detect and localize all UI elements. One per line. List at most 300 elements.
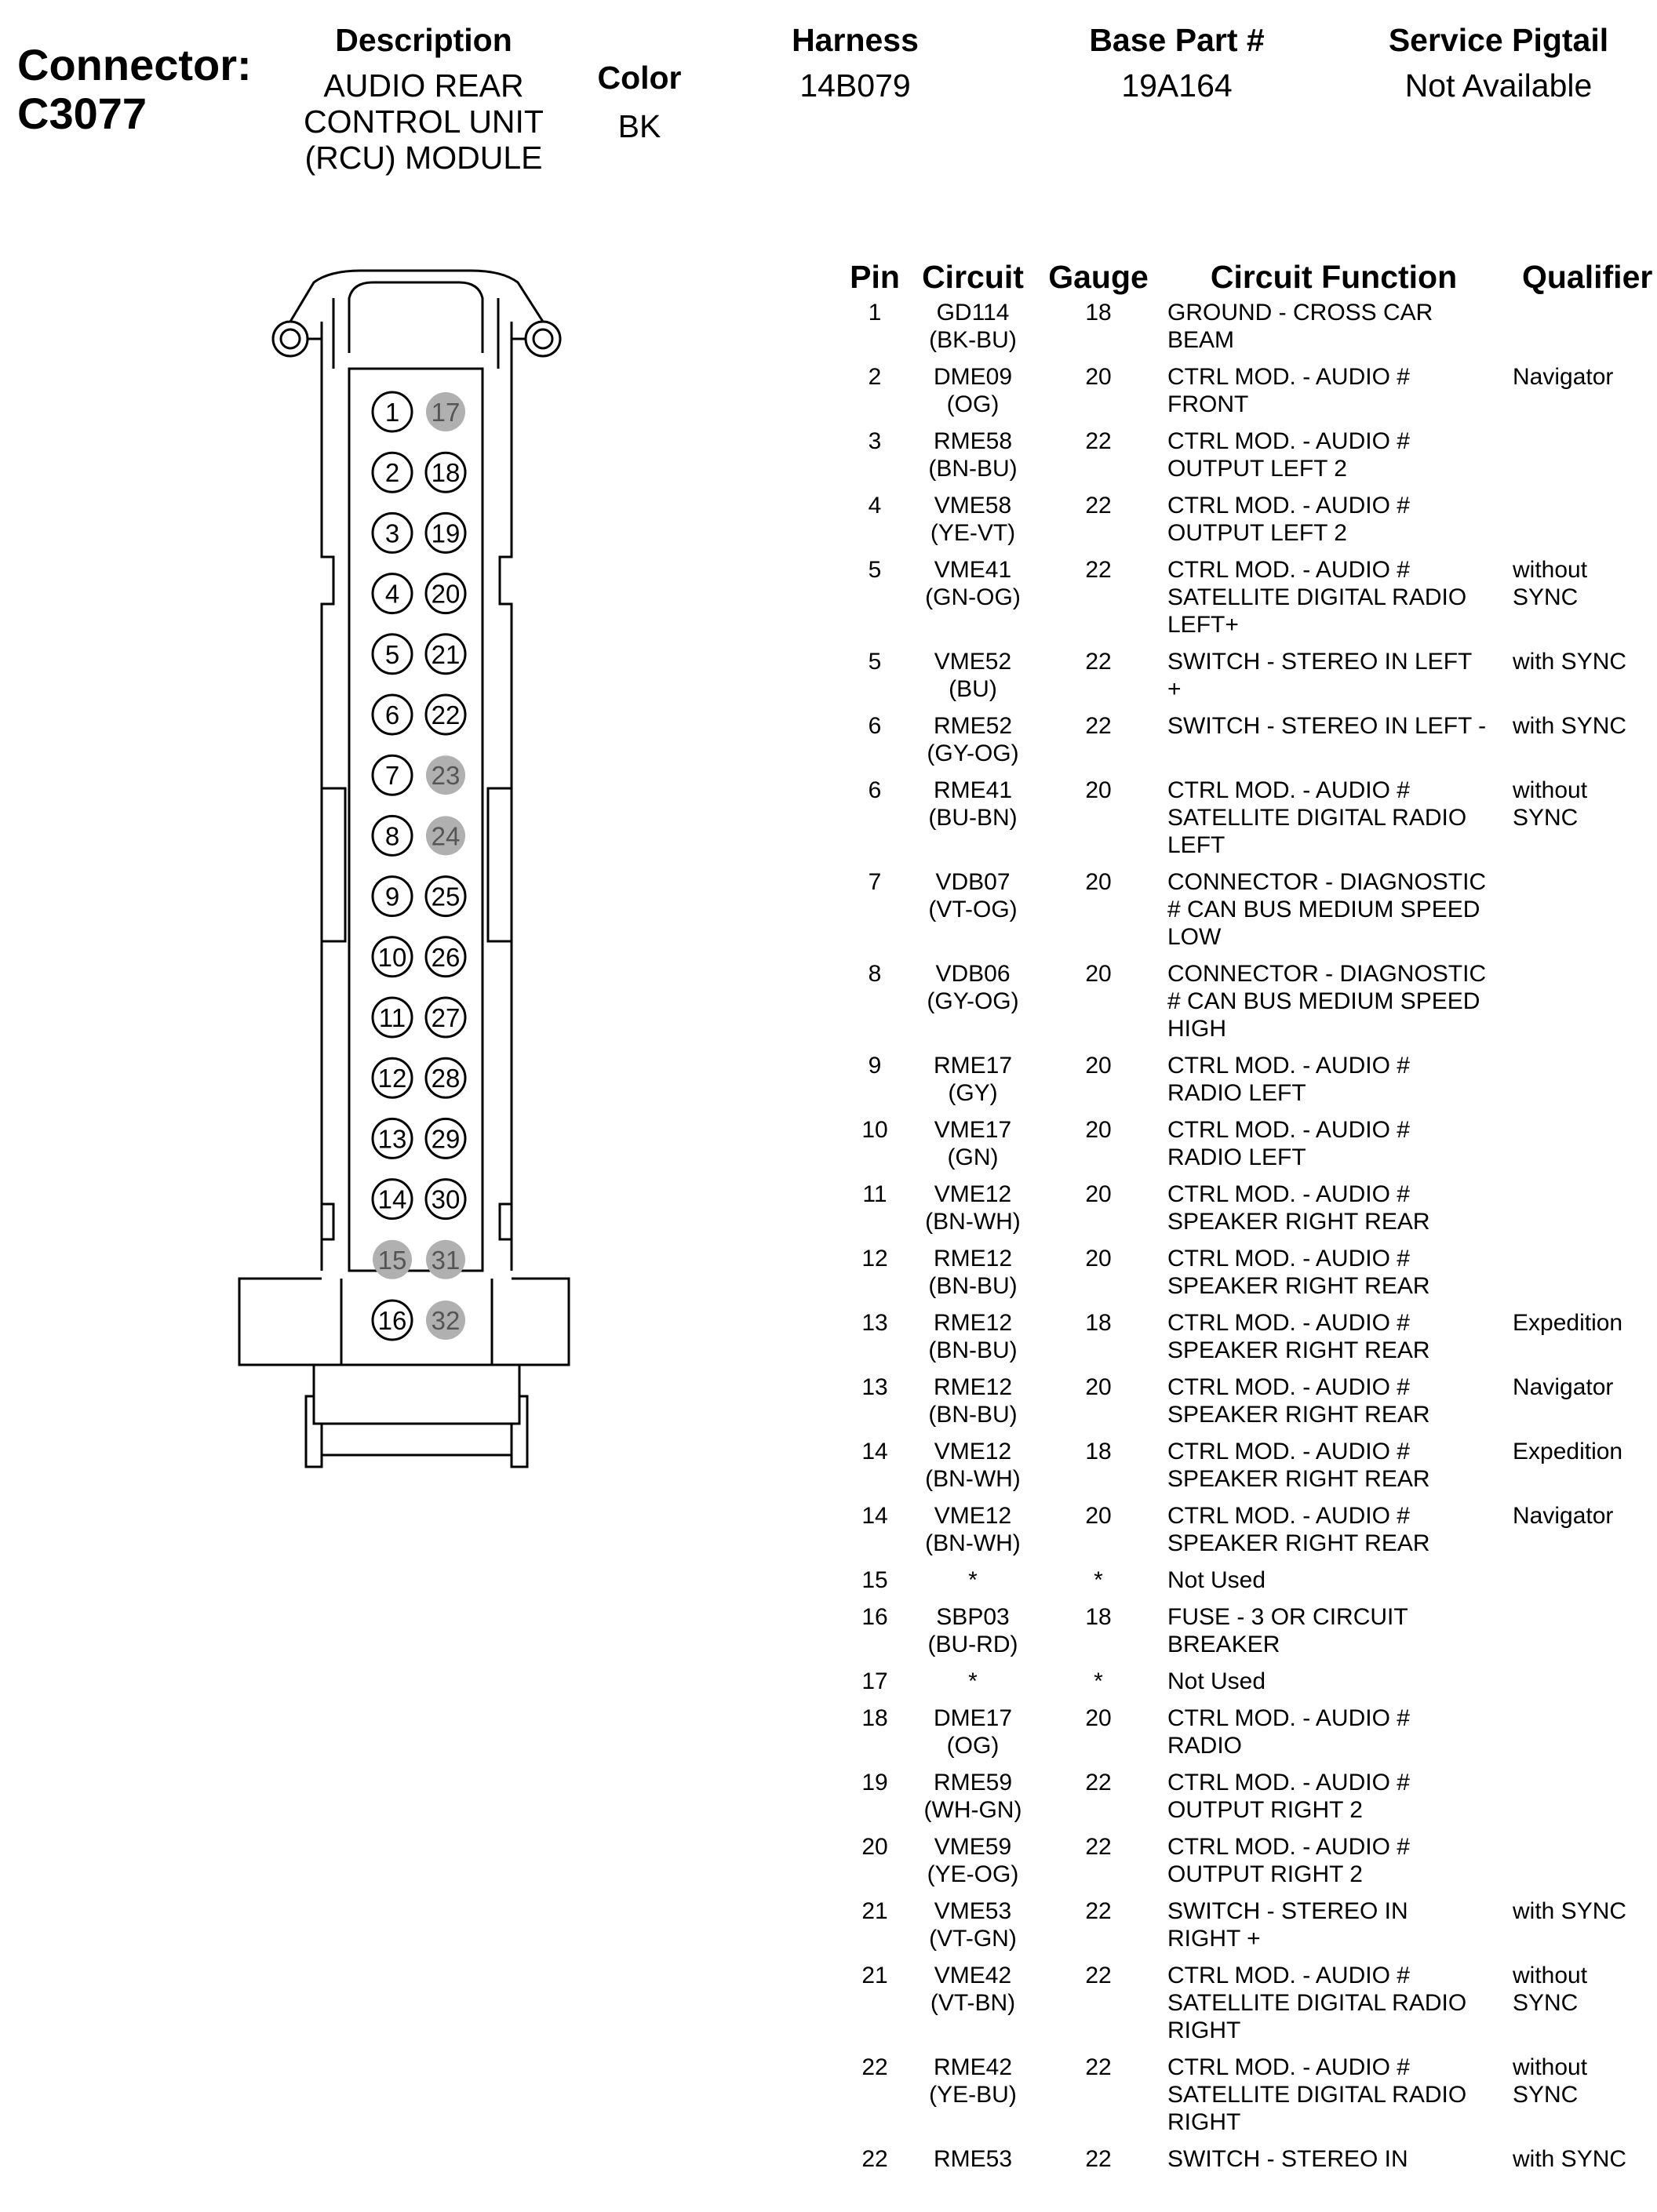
qualifier-cell (1506, 1116, 1652, 1181)
qualifier-cell-line: with SYNC (1513, 713, 1627, 739)
circuit-cell-line: VME12 (934, 1439, 1012, 1464)
function-cell-line: CTRL MOD. - AUDIO # (1167, 1834, 1410, 1860)
circuit-cell-line: VME12 (934, 1503, 1012, 1529)
qualifier-cell (1506, 960, 1652, 1052)
function-cell-line: CTRL MOD. - AUDIO # (1167, 1246, 1410, 1272)
circuit-cell-line: (GY) (948, 1080, 998, 1106)
function-cell-line: SPEAKER RIGHT REAR (1167, 1273, 1430, 1299)
function-cell-line: LOW (1167, 924, 1222, 950)
circuit-cell (910, 427, 1036, 492)
function-cell-line: SWITCH - STEREO IN (1167, 1898, 1408, 1924)
pin-cell (839, 1566, 910, 1603)
gauge-cell-line: 20 (1085, 1374, 1112, 1400)
pin-11 (373, 998, 412, 1037)
function-cell-line: FRONT (1167, 391, 1249, 417)
qualifier-cell (1506, 1897, 1652, 1962)
qualifier-cell (1506, 1245, 1652, 1309)
gauge-cell (1036, 1373, 1161, 1438)
qualifier-cell (1506, 1181, 1652, 1245)
circuit-cell (910, 1116, 1036, 1181)
gauge-cell-line: 20 (1085, 869, 1112, 895)
service-pigtail-label: Service Pigtail (1388, 22, 1609, 58)
gauge-cell (1036, 1704, 1161, 1769)
pin-cell-line: 21 (861, 1898, 888, 1924)
qualifier-cell-line: Expedition (1513, 1439, 1623, 1464)
gauge-cell-line: 22 (1085, 1898, 1112, 1924)
qualifier-cell-line: Navigator (1513, 364, 1614, 390)
pin-number: 18 (431, 458, 461, 488)
pin-24 (426, 816, 465, 855)
gauge-cell-line: 20 (1085, 1705, 1112, 1731)
circuit-cell-line: VME53 (934, 1898, 1012, 1924)
pin-cell-line: 5 (868, 557, 882, 583)
qualifier-cell (1506, 492, 1652, 556)
pin-13 (373, 1119, 412, 1158)
qualifier-cell (1506, 1769, 1652, 1833)
circuit-cell (910, 1245, 1036, 1309)
column-header-circuit-function: Circuit Function (1210, 258, 1458, 295)
circuit-cell-line: VME58 (934, 493, 1012, 518)
pin-cell-line: 11 (862, 1181, 887, 1207)
qualifier-cell (1506, 1566, 1652, 1603)
pin-10 (373, 937, 412, 977)
circuit-cell (910, 1962, 1036, 2054)
pin-number: 15 (377, 1245, 407, 1275)
function-cell (1161, 1438, 1506, 1502)
function-cell-line: CTRL MOD. - AUDIO # (1167, 1117, 1410, 1143)
qualifier-cell (1506, 1052, 1652, 1116)
gauge-cell-line: 20 (1085, 364, 1112, 390)
qualifier-cell (1506, 1668, 1652, 1704)
pin-number: 23 (431, 761, 461, 791)
pin-number: 14 (377, 1184, 407, 1214)
function-cell-line: LEFT (1167, 832, 1225, 858)
function-cell-line: HIGH (1167, 1016, 1226, 1042)
harness-label: Harness (792, 22, 919, 58)
function-cell-line: Not Used (1167, 1567, 1266, 1593)
pin-cell-line: 4 (868, 493, 882, 518)
pin-number: 19 (431, 518, 461, 548)
circuit-cell-line: RME59 (933, 1770, 1013, 1795)
circuit-cell-line: VME42 (934, 1963, 1012, 1988)
circuit-cell-line: (BK-BU) (929, 327, 1017, 353)
function-cell-line: Not Used (1167, 1668, 1266, 1694)
circuit-cell-line: (GY-OG) (927, 740, 1019, 766)
pin-16 (373, 1301, 412, 1340)
pin-number: 4 (384, 579, 400, 609)
function-cell-line: SATELLITE DIGITAL RADIO (1167, 2082, 1467, 2108)
gauge-cell (1036, 1052, 1161, 1116)
gauge-cell (1036, 2054, 1161, 2145)
pin-cell-line: 6 (868, 713, 882, 739)
circuit-cell (910, 712, 1036, 777)
function-cell-line: CTRL MOD. - AUDIO # (1167, 1310, 1410, 1336)
pin-cell-line: 5 (868, 649, 882, 675)
function-cell (1161, 1833, 1506, 1897)
pin-number: 7 (384, 761, 400, 791)
gauge-cell-line: 18 (1085, 1310, 1112, 1336)
table-row (839, 868, 1652, 960)
function-cell-line: + (1167, 676, 1182, 702)
pin-number: 6 (384, 700, 400, 729)
pin-cell (839, 1668, 910, 1704)
function-cell-line: CTRL MOD. - AUDIO # (1167, 557, 1410, 583)
function-cell (1161, 1704, 1506, 1769)
function-cell-line: LEFT+ (1167, 612, 1239, 638)
pin-9 (373, 877, 412, 916)
function-cell-line: CTRL MOD. - AUDIO # (1167, 1181, 1410, 1207)
table-row (839, 1181, 1652, 1245)
circuit-cell-line: RME41 (933, 777, 1013, 803)
pin-number: 11 (378, 1003, 406, 1032)
pin-number: 25 (431, 882, 461, 911)
pin-18 (426, 453, 465, 492)
function-cell-line: CTRL MOD. - AUDIO # (1167, 428, 1410, 454)
table-row (839, 777, 1652, 868)
gauge-cell (1036, 1116, 1161, 1181)
function-cell-line: SWITCH - STEREO IN LEFT - (1167, 713, 1487, 739)
circuit-cell-line: (YE-VT) (930, 520, 1016, 546)
gauge-cell-line: 22 (1085, 2146, 1112, 2172)
circuit-cell (910, 1668, 1036, 1704)
circuit-cell-line: RME58 (933, 428, 1013, 454)
gauge-cell-line: 22 (1085, 557, 1112, 583)
pin-30 (426, 1180, 465, 1219)
function-cell (1161, 492, 1506, 556)
function-cell-line: # CAN BUS MEDIUM SPEED (1167, 897, 1480, 922)
circuit-cell (910, 1181, 1036, 1245)
qualifier-cell-line: without (1513, 777, 1588, 803)
pin-4 (373, 574, 412, 613)
circuit-cell-line: (BN-WH) (925, 1530, 1021, 1556)
gauge-cell-line: 20 (1085, 961, 1112, 987)
pin-20 (426, 574, 465, 613)
pin-number: 20 (431, 579, 461, 609)
function-cell (1161, 777, 1506, 868)
base-part-label: Base Part # (1089, 22, 1265, 58)
pin-8 (373, 816, 412, 855)
pin-cell-line: 22 (861, 2146, 888, 2172)
circuit-cell-line: (BU-BN) (928, 805, 1018, 831)
column-header-gauge: Gauge (1048, 258, 1149, 295)
function-cell (1161, 299, 1506, 363)
column-header-qualifier: Qualifier (1522, 258, 1653, 295)
pin-cell (839, 1603, 910, 1668)
table-header-row (839, 255, 1652, 299)
function-cell (1161, 363, 1506, 427)
column-header-circuit: Circuit (922, 258, 1024, 295)
circuit-cell (910, 1438, 1036, 1502)
gauge-cell (1036, 1962, 1161, 2054)
gauge-cell-line: 22 (1085, 1963, 1112, 1988)
pin-cell (839, 1116, 910, 1181)
pin-cell (839, 2145, 910, 2182)
base-part-value: 19A164 (1121, 67, 1233, 104)
pin-3 (373, 513, 412, 552)
function-cell (1161, 960, 1506, 1052)
color-value: BK (617, 108, 661, 144)
pin-7 (373, 755, 412, 795)
gauge-cell (1036, 868, 1161, 960)
pin-cell (839, 2054, 910, 2145)
function-cell-line: GROUND - CROSS CAR (1167, 300, 1433, 326)
function-cell-line: SPEAKER RIGHT REAR (1167, 1337, 1430, 1363)
table-row (839, 1052, 1652, 1116)
circuit-cell-line: (VT-GN) (929, 1926, 1017, 1952)
pin-cell (839, 1833, 910, 1897)
circuit-cell-line: VME12 (934, 1181, 1012, 1207)
circuit-cell (910, 2054, 1036, 2145)
pin-5 (373, 635, 412, 674)
table-row (839, 1668, 1652, 1704)
pin-cell (839, 1704, 910, 1769)
gauge-cell-line: 20 (1085, 777, 1112, 803)
pin-number: 2 (384, 458, 400, 488)
pin-cell-line: 2 (868, 364, 882, 390)
table-row (839, 2054, 1652, 2145)
gauge-cell-line: 20 (1085, 1117, 1112, 1143)
table-row (839, 648, 1652, 712)
function-cell-line: CTRL MOD. - AUDIO # (1167, 1705, 1410, 1731)
gauge-cell (1036, 1502, 1161, 1566)
circuit-cell-line: (BN-WH) (925, 1466, 1021, 1492)
pin-cell (839, 868, 910, 960)
gauge-cell-line: 18 (1085, 1439, 1112, 1464)
pin-28 (426, 1058, 465, 1097)
gauge-cell (1036, 1438, 1161, 1502)
qualifier-cell-line: Expedition (1513, 1310, 1623, 1336)
connector-title (17, 41, 252, 138)
qualifier-cell-line: SYNC (1513, 2082, 1579, 2108)
circuit-cell (910, 960, 1036, 1052)
table-row (839, 1245, 1652, 1309)
circuit-cell-line: (VT-OG) (928, 897, 1018, 922)
circuit-cell-line: (BN-BU) (928, 1402, 1018, 1428)
function-cell (1161, 1962, 1506, 2054)
function-cell (1161, 1897, 1506, 1962)
function-cell (1161, 1309, 1506, 1373)
table-row (839, 492, 1652, 556)
circuit-cell-line: (YE-OG) (927, 1861, 1019, 1887)
function-cell-line: SPEAKER RIGHT REAR (1167, 1530, 1430, 1556)
qualifier-cell (1506, 777, 1652, 868)
circuit-cell-line: (BN-BU) (928, 1337, 1018, 1363)
pin-cell-line: 1 (868, 300, 882, 326)
function-cell-line: CTRL MOD. - AUDIO # (1167, 1770, 1410, 1795)
pin-number: 30 (431, 1184, 461, 1214)
function-cell (1161, 868, 1506, 960)
function-cell (1161, 1245, 1506, 1309)
pin-cell-line: 22 (861, 2054, 888, 2080)
function-cell (1161, 1116, 1506, 1181)
function-cell (1161, 1566, 1506, 1603)
circuit-cell-line: RME17 (933, 1053, 1013, 1079)
pin-cell-line: 8 (868, 961, 882, 987)
pin-cell (839, 1962, 910, 2054)
function-cell (1161, 556, 1506, 648)
qualifier-cell (1506, 1373, 1652, 1438)
function-cell-line: CTRL MOD. - AUDIO # (1167, 2054, 1410, 2080)
pin-cell-line: 18 (861, 1705, 888, 1731)
pin-cell (839, 1181, 910, 1245)
pin-cell-line: 21 (861, 1963, 888, 1988)
qualifier-cell-line: with SYNC (1513, 649, 1627, 675)
gauge-cell (1036, 648, 1161, 712)
qualifier-cell (1506, 363, 1652, 427)
color-label: Color (597, 60, 682, 96)
pin-cell-line: 15 (861, 1567, 888, 1593)
gauge-cell-line: 22 (1085, 649, 1112, 675)
gauge-cell (1036, 1668, 1161, 1704)
circuit-cell (910, 1704, 1036, 1769)
circuit-cell-line: DME09 (933, 364, 1013, 390)
gauge-cell (1036, 1309, 1161, 1373)
circuit-cell (910, 1373, 1036, 1438)
pin-cell (839, 1245, 910, 1309)
pin-cell (839, 299, 910, 363)
function-cell-line: RIGHT (1167, 2109, 1241, 2135)
gauge-cell (1036, 2145, 1161, 2182)
function-cell (1161, 2145, 1506, 2182)
table-row (839, 556, 1652, 648)
function-cell-line: SPEAKER RIGHT REAR (1167, 1466, 1430, 1492)
function-cell (1161, 648, 1506, 712)
circuit-cell-line: (GY-OG) (927, 988, 1019, 1014)
table-row (839, 960, 1652, 1052)
qualifier-cell-line: without (1513, 1963, 1588, 1988)
function-cell-line: SATELLITE DIGITAL RADIO (1167, 805, 1467, 831)
gauge-cell (1036, 556, 1161, 648)
circuit-cell (910, 1833, 1036, 1897)
function-cell-line: CTRL MOD. - AUDIO # (1167, 1963, 1410, 1988)
function-cell-line: RIGHT (1167, 2017, 1241, 2043)
circuit-cell-line: RME12 (933, 1310, 1013, 1336)
pin-cell (839, 1052, 910, 1116)
pin-17 (426, 392, 465, 431)
pin-number: 12 (377, 1064, 407, 1093)
gauge-cell-line: * (1094, 1668, 1103, 1694)
qualifier-cell (1506, 1704, 1652, 1769)
gauge-cell (1036, 1181, 1161, 1245)
qualifier-cell-line: without (1513, 2054, 1588, 2080)
gauge-cell-line: 22 (1085, 1834, 1112, 1860)
pin-14 (373, 1180, 412, 1219)
circuit-cell (910, 1309, 1036, 1373)
table-row (839, 1438, 1652, 1502)
pin-cavities (373, 392, 465, 1340)
pin-27 (426, 998, 465, 1037)
circuit-cell-line: (WH-GN) (923, 1797, 1022, 1823)
pin-number: 32 (431, 1306, 461, 1335)
qualifier-cell (1506, 299, 1652, 363)
gauge-cell (1036, 777, 1161, 868)
function-cell (1161, 427, 1506, 492)
qualifier-cell (1506, 1438, 1652, 1502)
gauge-cell (1036, 1566, 1161, 1603)
pin-cell (839, 1309, 910, 1373)
function-cell-line: CONNECTOR - DIAGNOSTIC (1167, 961, 1487, 987)
pin-number: 21 (431, 639, 461, 669)
pin-cell (839, 556, 910, 648)
pin-cell (839, 777, 910, 868)
gauge-cell-line: 20 (1085, 1181, 1112, 1207)
table-row (839, 1116, 1652, 1181)
circuit-cell (910, 363, 1036, 427)
function-cell-line: CTRL MOD. - AUDIO # (1167, 493, 1410, 518)
function-cell (1161, 1181, 1506, 1245)
color-block (573, 60, 706, 144)
qualifier-cell (1506, 1603, 1652, 1668)
gauge-cell (1036, 960, 1161, 1052)
circuit-cell-line: RME53 (933, 2146, 1013, 2172)
function-cell-line: CTRL MOD. - AUDIO # (1167, 777, 1410, 803)
pin-cell (839, 1373, 910, 1438)
function-cell-line: SPEAKER RIGHT REAR (1167, 1209, 1430, 1235)
column-header-pin: Pin (850, 258, 900, 295)
pin-number: 26 (431, 942, 461, 972)
qualifier-cell-line: without (1513, 557, 1588, 583)
circuit-cell-line: VDB07 (935, 869, 1011, 895)
pin-21 (426, 635, 465, 674)
pin-cell-line: 6 (868, 777, 882, 803)
function-cell-line: SATELLITE DIGITAL RADIO (1167, 584, 1467, 610)
function-cell-line: CTRL MOD. - AUDIO # (1167, 1439, 1410, 1464)
table-row (839, 2145, 1652, 2182)
pin-cell (839, 363, 910, 427)
qualifier-cell (1506, 712, 1652, 777)
circuit-cell-line: (OG) (946, 1733, 1000, 1759)
function-cell-line: CTRL MOD. - AUDIO # (1167, 364, 1410, 390)
circuit-cell (910, 492, 1036, 556)
circuit-cell-line: (BN-BU) (928, 456, 1018, 482)
pin-23 (426, 755, 465, 795)
description-line: CONTROL UNIT (304, 104, 544, 140)
circuit-cell (910, 299, 1036, 363)
function-cell-line: RADIO LEFT (1167, 1080, 1306, 1106)
function-cell-line: RIGHT + (1167, 1926, 1261, 1952)
pin-15 (373, 1240, 412, 1279)
pin-25 (426, 877, 465, 916)
gauge-cell-line: 20 (1085, 1246, 1112, 1272)
pin-cell-line: 10 (861, 1117, 888, 1143)
pin-2 (373, 453, 412, 492)
pin-cell-line: 13 (861, 1374, 888, 1400)
circuit-cell (910, 1769, 1036, 1833)
gauge-cell-line: 18 (1085, 1604, 1112, 1630)
pin-cell-line: 16 (861, 1604, 888, 1630)
function-cell-line: RADIO (1167, 1733, 1243, 1759)
function-cell (1161, 1668, 1506, 1704)
circuit-cell (910, 1566, 1036, 1603)
function-cell (1161, 712, 1506, 777)
service-pigtail-value: Not Available (1404, 67, 1593, 104)
qualifier-cell-line: with SYNC (1513, 2146, 1627, 2172)
qualifier-cell-line: SYNC (1513, 805, 1579, 831)
qualifier-cell-line: SYNC (1513, 584, 1579, 610)
circuit-cell-line: VDB06 (935, 961, 1011, 987)
connector-housing (239, 271, 569, 1467)
connector-label: Connector: (17, 40, 252, 89)
table-row (839, 1833, 1652, 1897)
circuit-cell-line: (VT-BN) (930, 1990, 1016, 2016)
function-cell-line: CTRL MOD. - AUDIO # (1167, 1053, 1410, 1079)
function-cell-line: BEAM (1167, 327, 1235, 353)
description-label: Description (335, 22, 512, 58)
gauge-cell (1036, 1897, 1161, 1962)
pin-number: 16 (377, 1306, 407, 1335)
gauge-cell (1036, 492, 1161, 556)
table-row (839, 1566, 1652, 1603)
